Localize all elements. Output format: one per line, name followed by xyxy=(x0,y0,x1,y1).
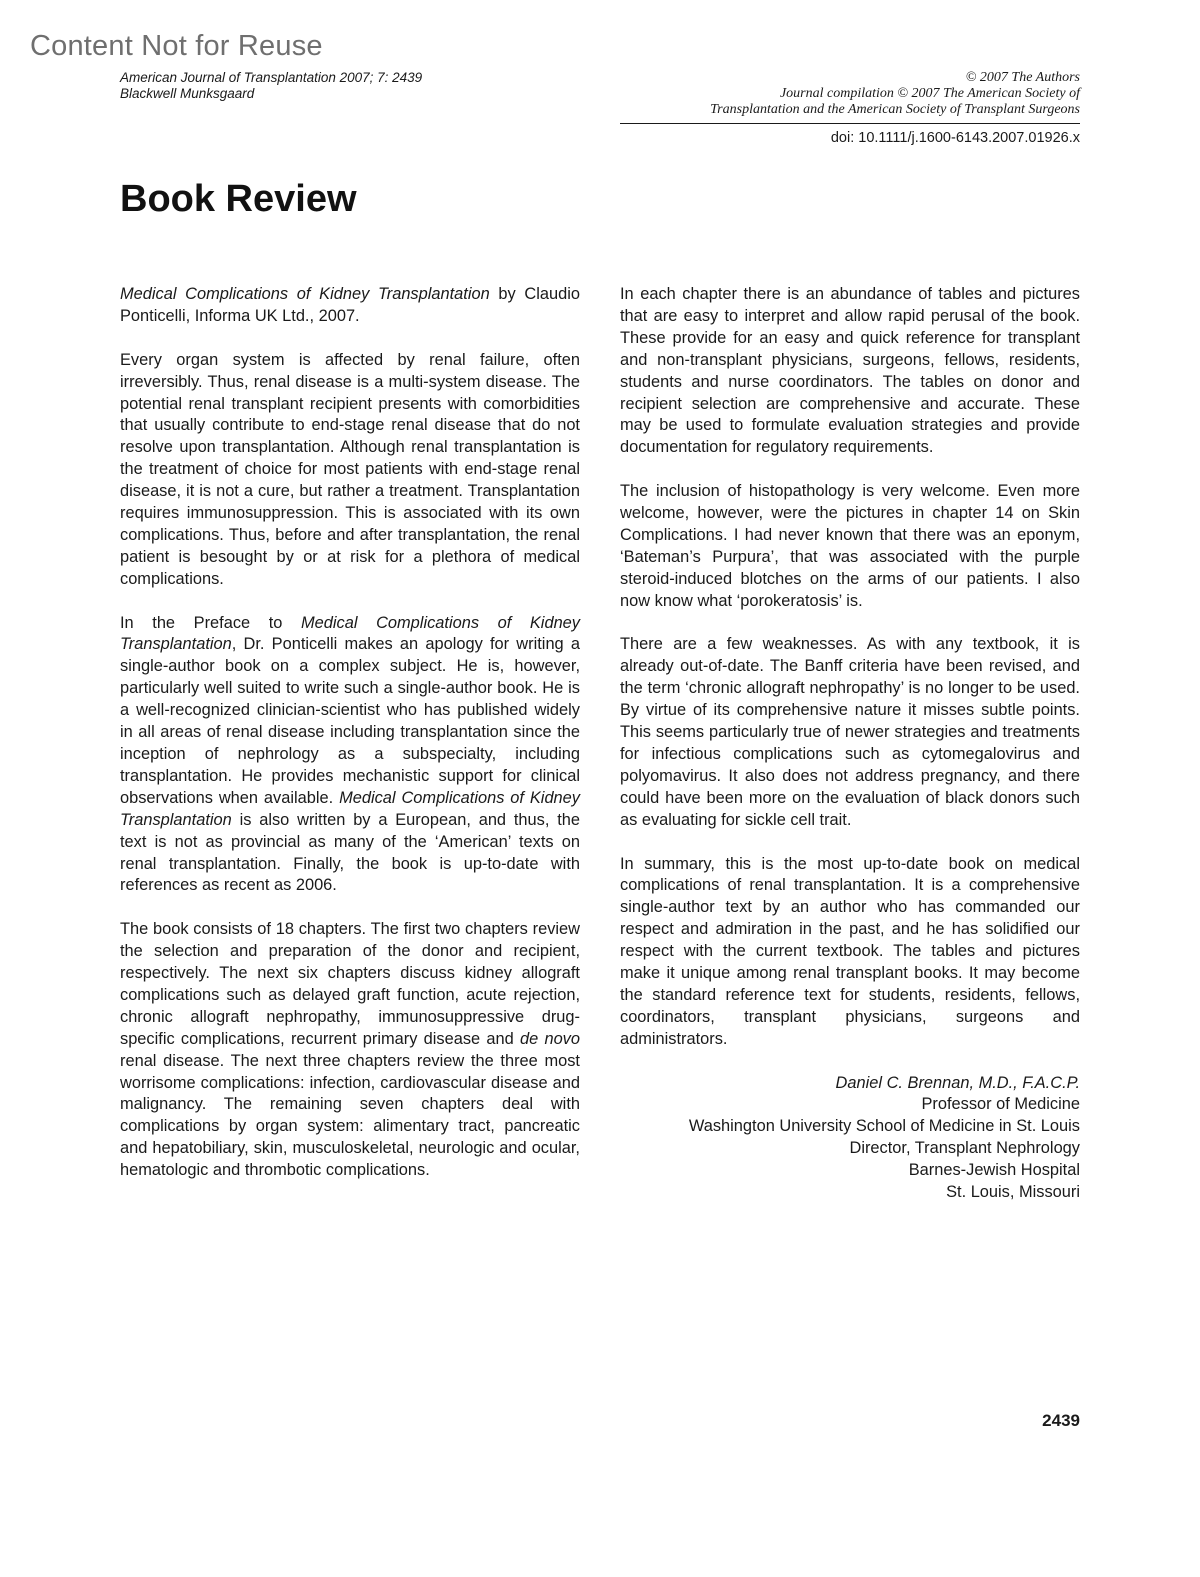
body-paragraph: In summary, this is the most up-to-date book on medical complications of renal transplantation. It is a comprehensive single-author text by an author who has commanded our respect and admiration in the past, and he has solidified our respect with the current textbook. The tables and pictures make it unique among renal transplant books. It may become the standard reference text for students, residents, fellows, coordinators, transplant physicians, surgeons and administrators. xyxy=(620,854,1080,1048)
author-hospital: Barnes-Jewish Hospital xyxy=(908,1161,1080,1180)
watermark: Content Not for Reuse xyxy=(30,30,323,62)
journal-citation: American Journal of Transplantation 2007; 7: 2439 xyxy=(120,70,423,85)
body-paragraph: In each chapter there is an abundance of tables and pictures that are easy to interpret and allow rapid perusal of the book. These provide for an easy and quick reference for transplant and non-transplant physicians, surgeons, fellows, residents, students and nurse coordinators. The tables on donor and recipient selection are comprehensive and accurate. These may be used to formulate evaluation strategies and provide documentation for regulatory requirements. xyxy=(620,285,1080,457)
book-citation xyxy=(120,284,580,328)
author-location: St. Louis, Missouri xyxy=(946,1183,1080,1202)
author-institution: Washington University School of Medicine in St. Louis xyxy=(688,1117,1080,1136)
book-title-ref: Medical Complications of Kidney Transplantation xyxy=(120,613,580,654)
author-title: Professor of Medicine xyxy=(921,1095,1080,1114)
author-name: Daniel C. Brennan, M.D., F.A.C.P. xyxy=(835,1073,1080,1092)
italic-term: de novo xyxy=(519,1029,580,1048)
book-title: Medical Complications of Kidney Transplantation xyxy=(120,285,490,303)
copyright-line: © 2007 The Authors xyxy=(965,70,1080,85)
doi[interactable]: doi: 10.1111/j.1600-6143.2007.01926.x xyxy=(830,130,1080,146)
book-title-ref: Medical Complications of Kidney Transplantation xyxy=(120,788,580,829)
body-paragraph: Every organ system is affected by renal failure, often irreversibly. Thus, renal disease is a multi-system disease. The potential renal transplant recipient presents with comorbidities that usually contribute to end-stage renal disease that do not resolve upon transplantation. Although renal transplantation is the treatment of choice for most patients with end-stage renal disease, it is not a cure, but rather a treatment. Transplantation requires immunosuppression. This is associated with its own complications. Thus, before and after transplantation, the renal patient is besought by or at risk for a plethora of medical complications. xyxy=(120,350,580,588)
left-column xyxy=(120,284,580,1204)
body-paragraph: The inclusion of histopathology is very welcome. Even more welcome, however, were the pictures in chapter 14 on Skin Complications. I had never known that there was an eponym, ‘Bateman’s Purpura’, that was associated with the purple steroid-induced blotches on the arms of our patients. I also now know what ‘porokeratosis’ is. xyxy=(620,482,1080,610)
copyright-line: Transplantation and the American Society of Transplant Surgeons xyxy=(710,102,1080,117)
right-column xyxy=(620,284,1080,1204)
journal-info xyxy=(120,70,422,102)
copyright-block xyxy=(620,70,1080,124)
publisher: Blackwell Munksgaard xyxy=(120,86,255,101)
body-paragraph: In the Preface to Medical Complications of Kidney Transplantation, Dr. Ponticelli makes an apology for writing a single-author book on a complex subject. He is, however, particularly well suited to write such a single-author book. He is a well-recognized clinician-scientist who has published widely in all areas of renal disease including transplantation since the inception of nephrology as a subspecialty, including transplantation. He provides mechanistic support for clinical observations when available. Medical Complications of Kidney Transplantation is also written by a European, and thus, the text is not as provincial as many of the ‘American’ texts on renal transplantation. Finally, the book is up-to-date with references as recent as 2006. xyxy=(120,613,580,895)
book-byline: by Claudio Ponticelli, Informa UK Ltd., 2007. xyxy=(120,285,580,325)
section-title: Book Review xyxy=(120,178,357,220)
copyright-line: Journal compilation © 2007 The American Society of xyxy=(779,86,1080,101)
page-number: 2439 xyxy=(1042,1411,1080,1430)
author-role: Director, Transplant Nephrology xyxy=(849,1139,1080,1158)
body-paragraph: There are a few weaknesses. As with any textbook, it is already out-of-date. The Banff criteria have been revised, and the term ‘chronic allograft nephropathy’ is no longer to be used. By virtue of its comprehensive nature it misses subtle points. This seems particularly true of newer strategies and treatments for infectious complications such as cytomegalovirus and polyomavirus. It also does not address pregnancy, and there could have been more on the evaluation of black donors such as evaluating for sickle cell trait. xyxy=(620,635,1080,829)
body-paragraph: The book consists of 18 chapters. The first two chapters review the selection and preparation of the donor and recipient, respectively. The next six chapters discuss kidney allograft complications such as delayed graft function, acute rejection, chronic allograft nephropathy, immunosuppressive drug-specific complications, recurrent primary disease and de novo renal disease. The next three chapters review the three most worrisome complications: infection, cardiovascular disease and malignancy. The remaining seven chapters deal with complications by organ system: alimentary tract, pancreatic and hepatobiliary, skin, musculoskeletal, neurologic and ocular, hematologic and thrombotic complications. xyxy=(120,920,580,1180)
signature-block xyxy=(620,1073,1080,1204)
